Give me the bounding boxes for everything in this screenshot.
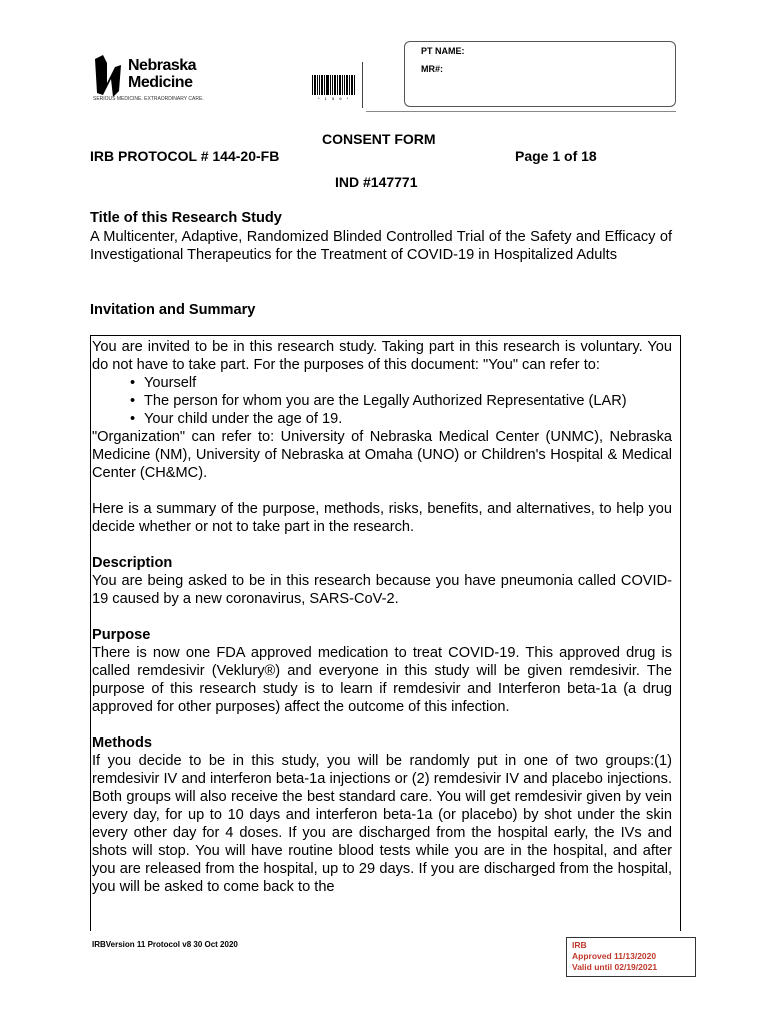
- page-number: Page 1 of 18: [515, 148, 597, 164]
- irb-approved-date: Approved 11/13/2020: [572, 951, 657, 961]
- mr-number-label: MR#:: [421, 64, 443, 74]
- description-text: You are being asked to be in this research because you have pneumonia called COVID-19 caused by a new coronavirus, SARS-CoV-2.: [92, 573, 672, 607]
- description-heading: Description: [92, 555, 173, 571]
- summary-line: Here is a summary of the purpose, methods, risks, benefits, and alternatives, to help you decide whether or not to take part in the research.: [92, 501, 672, 535]
- irb-valid-until: Valid until 02/19/2021: [572, 962, 658, 972]
- logo-tagline: SERIOUS MEDICINE. EXTRAORDINARY CARE.: [93, 96, 204, 102]
- header-divider: [362, 62, 363, 108]
- irb-protocol-number: IRB PROTOCOL # 144-20-FB: [90, 148, 280, 164]
- summary-box: [90, 335, 681, 931]
- ind-number: IND #147771: [335, 174, 418, 190]
- you-definition-list: [92, 374, 672, 428]
- methods-text: If you decide to be in this study, you will be randomly put in one of two groups:(1) remdesivir IV and interferon beta-1a injections or (2) remdesivir IV and placebo injections. Both groups will also receive the best standard care. You will get remdesivir given by vein every day, for up to 10 days and interferon beta-1a (or placebo) by shot under the skin every other day for 4 doses. If you are discharged from the hospital early, the IVs and shots will stop. You will have routine blood tests while you are in the hospital, and after you are released from the hospital, up to 29 days. If you are discharged from the hospital, you will be asked to come back to the: [92, 753, 672, 895]
- invitation-heading: Invitation and Summary: [90, 302, 256, 318]
- barcode-number: * 1 5 6 *: [318, 96, 351, 101]
- list-item: • Your child under the age of 19.: [130, 411, 343, 427]
- logo-wordmark: Nebraska Medicine: [128, 57, 197, 91]
- consent-form-title: CONSENT FORM: [322, 131, 436, 147]
- list-item: • The person for whom you are the Legally Authorized Representative (LAR): [130, 393, 627, 409]
- purpose-heading: Purpose: [92, 627, 151, 643]
- methods-heading: Methods: [92, 735, 152, 751]
- organization-definition: "Organization" can refer to: University of Nebraska Medical Center (UNMC), Nebraska Medicine (NM), University of Nebraska at Omaha (UNO) or Children's Hospital & Medical Center (CH&MC).: [92, 429, 672, 481]
- barcode: [312, 75, 356, 95]
- list-item: • Yourself: [130, 375, 197, 391]
- study-title: A Multicenter, Adaptive, Randomized Blinded Controlled Trial of the Safety and Efficacy of Investigational Therapeutics for the Treatment of COVID-19 in Hospitalized Adults: [90, 229, 672, 263]
- summary-intro: You are invited to be in this research study. Taking part in this research is voluntary. You do not have to take part. For the purposes of this document: "You" can refer to:: [92, 339, 672, 373]
- purpose-text: There is now one FDA approved medication to treat COVID-19. This approved drug is called remdesivir (Veklury®) and everyone in this study will be given remdesivir. The purpose of this research study is to learn if remdesivir and Interferon beta-1a (a drug approved for other purposes) affect the outcome of this infection.: [92, 645, 672, 715]
- study-title-heading: Title of this Research Study: [90, 210, 282, 226]
- pt-name-label: PT NAME:: [421, 46, 465, 56]
- version-footer: IRBVersion 11 Protocol v8 30 Oct 2020: [92, 940, 238, 949]
- header-rule: [366, 111, 676, 112]
- irb-stamp-label: IRB: [572, 940, 587, 950]
